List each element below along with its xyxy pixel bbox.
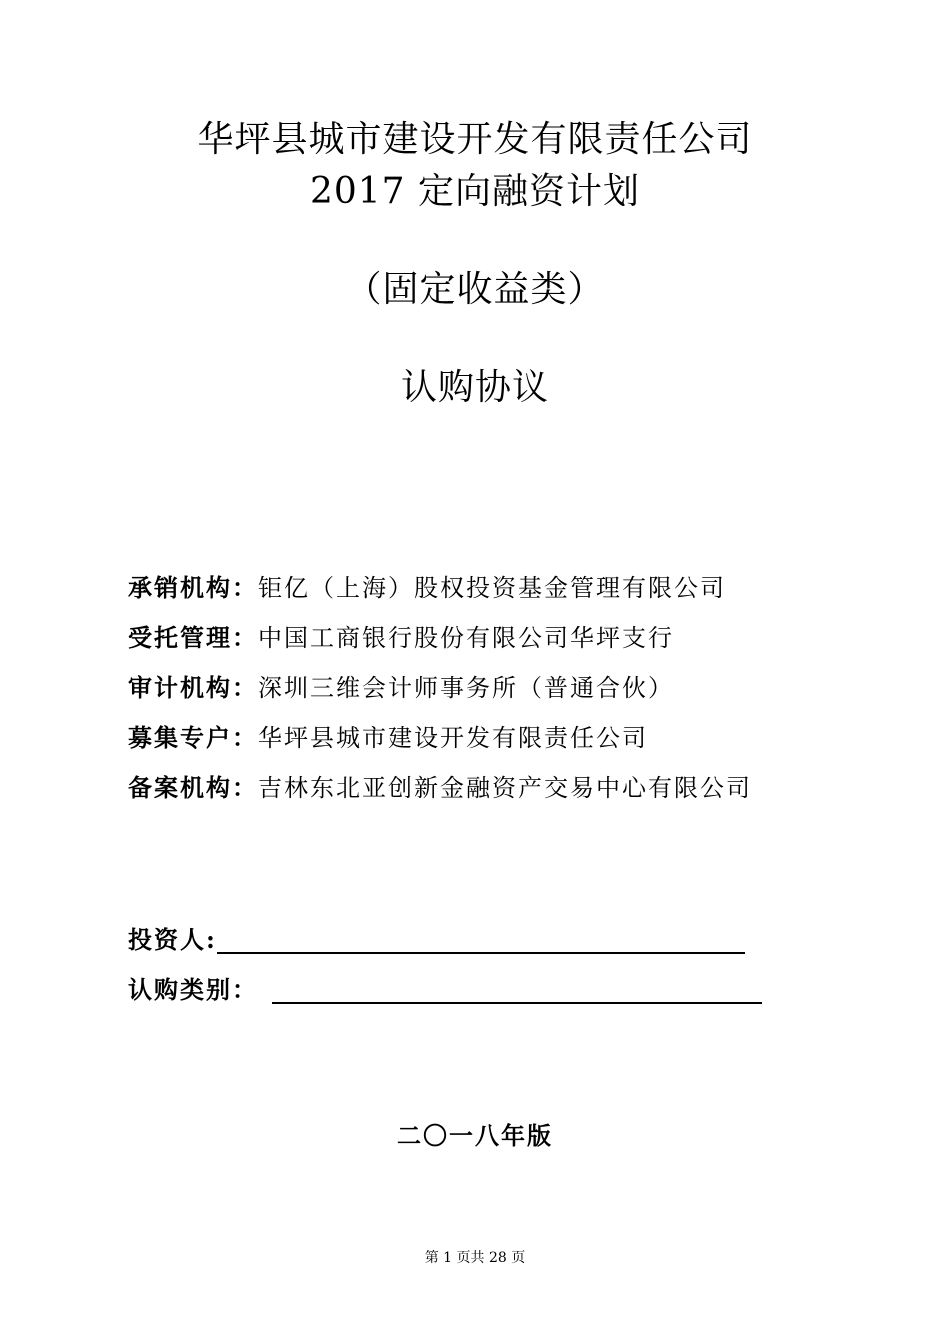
investor-label: 投资人: [128,925,217,954]
info-row-trustee [128,618,828,668]
info-value: 深圳三维会计师事务所（普通合伙） [258,674,674,702]
info-label: 审计机构： [128,673,258,702]
info-value: 钜亿（上海）股权投资基金管理有限公司 [258,574,726,602]
subscription-category-label: 认购类别： [128,975,258,1004]
investor-blank-line [217,922,745,954]
info-value: 吉林东北亚创新金融资产交易中心有限公司 [258,774,752,802]
subscription-category-blank-line [272,972,762,1004]
info-label: 募集专户： [128,723,258,752]
info-row-fundraising-account [128,718,828,768]
info-label: 受托管理： [128,623,258,652]
institution-info-list [128,568,828,818]
info-value: 中国工商银行股份有限公司华坪支行 [258,624,674,652]
investor-field [128,918,745,958]
edition-year: 二〇一八年版 [397,1121,553,1150]
info-label: 备案机构： [128,773,258,802]
document-title-plan: 2017 定向融资计划 [309,171,641,212]
document-title-agreement: 认购协议 [400,367,549,408]
document-title-company: 华坪县城市建设开发有限责任公司 [197,119,753,160]
subscription-category-field [128,968,762,1008]
info-label: 承销机构： [128,573,258,602]
info-row-filing-institution [128,768,828,818]
info-row-auditor [128,668,828,718]
info-row-underwriter [128,568,828,618]
info-value: 华坪县城市建设开发有限责任公司 [258,724,648,752]
document-title-type: （固定收益类） [345,269,605,310]
page-number-footer: 第 1 页共 28 页 [424,1250,526,1266]
